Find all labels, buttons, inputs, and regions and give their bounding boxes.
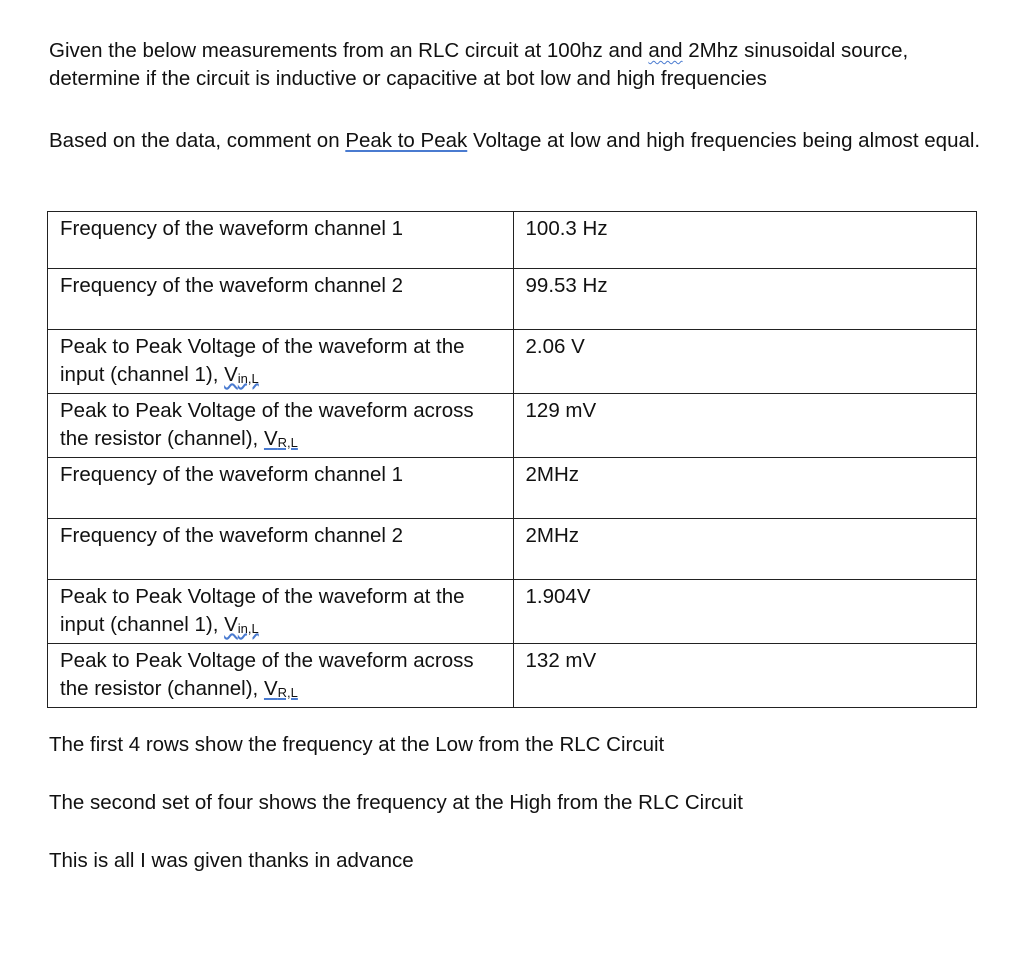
table-row [48, 519, 977, 580]
row-value: 2MHz [513, 458, 976, 519]
table-row [48, 269, 977, 330]
comment-before: Based on the data, comment on [49, 129, 346, 152]
row-label [48, 330, 514, 394]
row-label: Frequency of the waveform channel 1 [48, 212, 514, 269]
peak-to-peak-link[interactable]: Peak to Peak [345, 129, 468, 152]
voltage-symbol: Vin,L [224, 363, 259, 386]
spellcheck-word-and: and [648, 39, 683, 62]
question-paragraph [49, 37, 999, 93]
row-label: Frequency of the waveform channel 2 [48, 269, 514, 330]
intro-line1: Given the below measurements from an RLC circuit at 100hz and [49, 39, 649, 62]
voltage-symbol: Vin,L [224, 613, 259, 636]
footer-line-thanks: This is all I was given thanks in advance [49, 849, 414, 872]
row-label-text: Peak to Peak Voltage of the waveform at the input (channel 1), [60, 335, 465, 386]
comment-after: Voltage at low and high frequencies being almost equal. [467, 129, 981, 152]
comment-paragraph [49, 127, 999, 155]
row-value: 132 mV [513, 644, 976, 708]
row-value: 1.904V [513, 580, 976, 644]
voltage-symbol: VR,L [263, 427, 298, 450]
row-label-text: Peak to Peak Voltage of the waveform at the input (channel 1), [60, 585, 465, 636]
row-label-text: Peak to Peak Voltage of the waveform across the resistor (channel), [60, 399, 474, 450]
voltage-symbol: VR,L [263, 677, 298, 700]
voltage-subscript: in,L [237, 621, 259, 636]
row-label: Frequency of the waveform channel 2 [48, 519, 514, 580]
voltage-subscript: R,L [277, 435, 298, 450]
row-label: Frequency of the waveform channel 1 [48, 458, 514, 519]
row-label-text: Peak to Peak Voltage of the waveform across the resistor (channel), [60, 649, 474, 700]
table-row [48, 394, 977, 458]
table-row [48, 644, 977, 708]
row-value: 100.3 Hz [513, 212, 976, 269]
intro-line1-end: 2Mhz sinusoidal source, [682, 39, 909, 62]
row-label [48, 644, 514, 708]
measurements-table [47, 211, 977, 708]
row-label [48, 394, 514, 458]
row-value: 2.06 V [513, 330, 976, 394]
table-row [48, 580, 977, 644]
row-value: 99.53 Hz [513, 269, 976, 330]
footer-line-low: The first 4 rows show the frequency at the Low from the RLC Circuit [49, 733, 665, 756]
voltage-subscript: R,L [277, 685, 298, 700]
footer-line-high: The second set of four shows the frequency at the High from the RLC Circuit [49, 791, 743, 814]
row-value: 129 mV [513, 394, 976, 458]
voltage-subscript: in,L [237, 371, 259, 386]
row-label [48, 580, 514, 644]
table-row [48, 212, 977, 269]
table-row [48, 330, 977, 394]
row-value: 2MHz [513, 519, 976, 580]
intro-line2: determine if the circuit is inductive or capacitive at bot low and high frequencies [49, 67, 767, 90]
table-row [48, 458, 977, 519]
